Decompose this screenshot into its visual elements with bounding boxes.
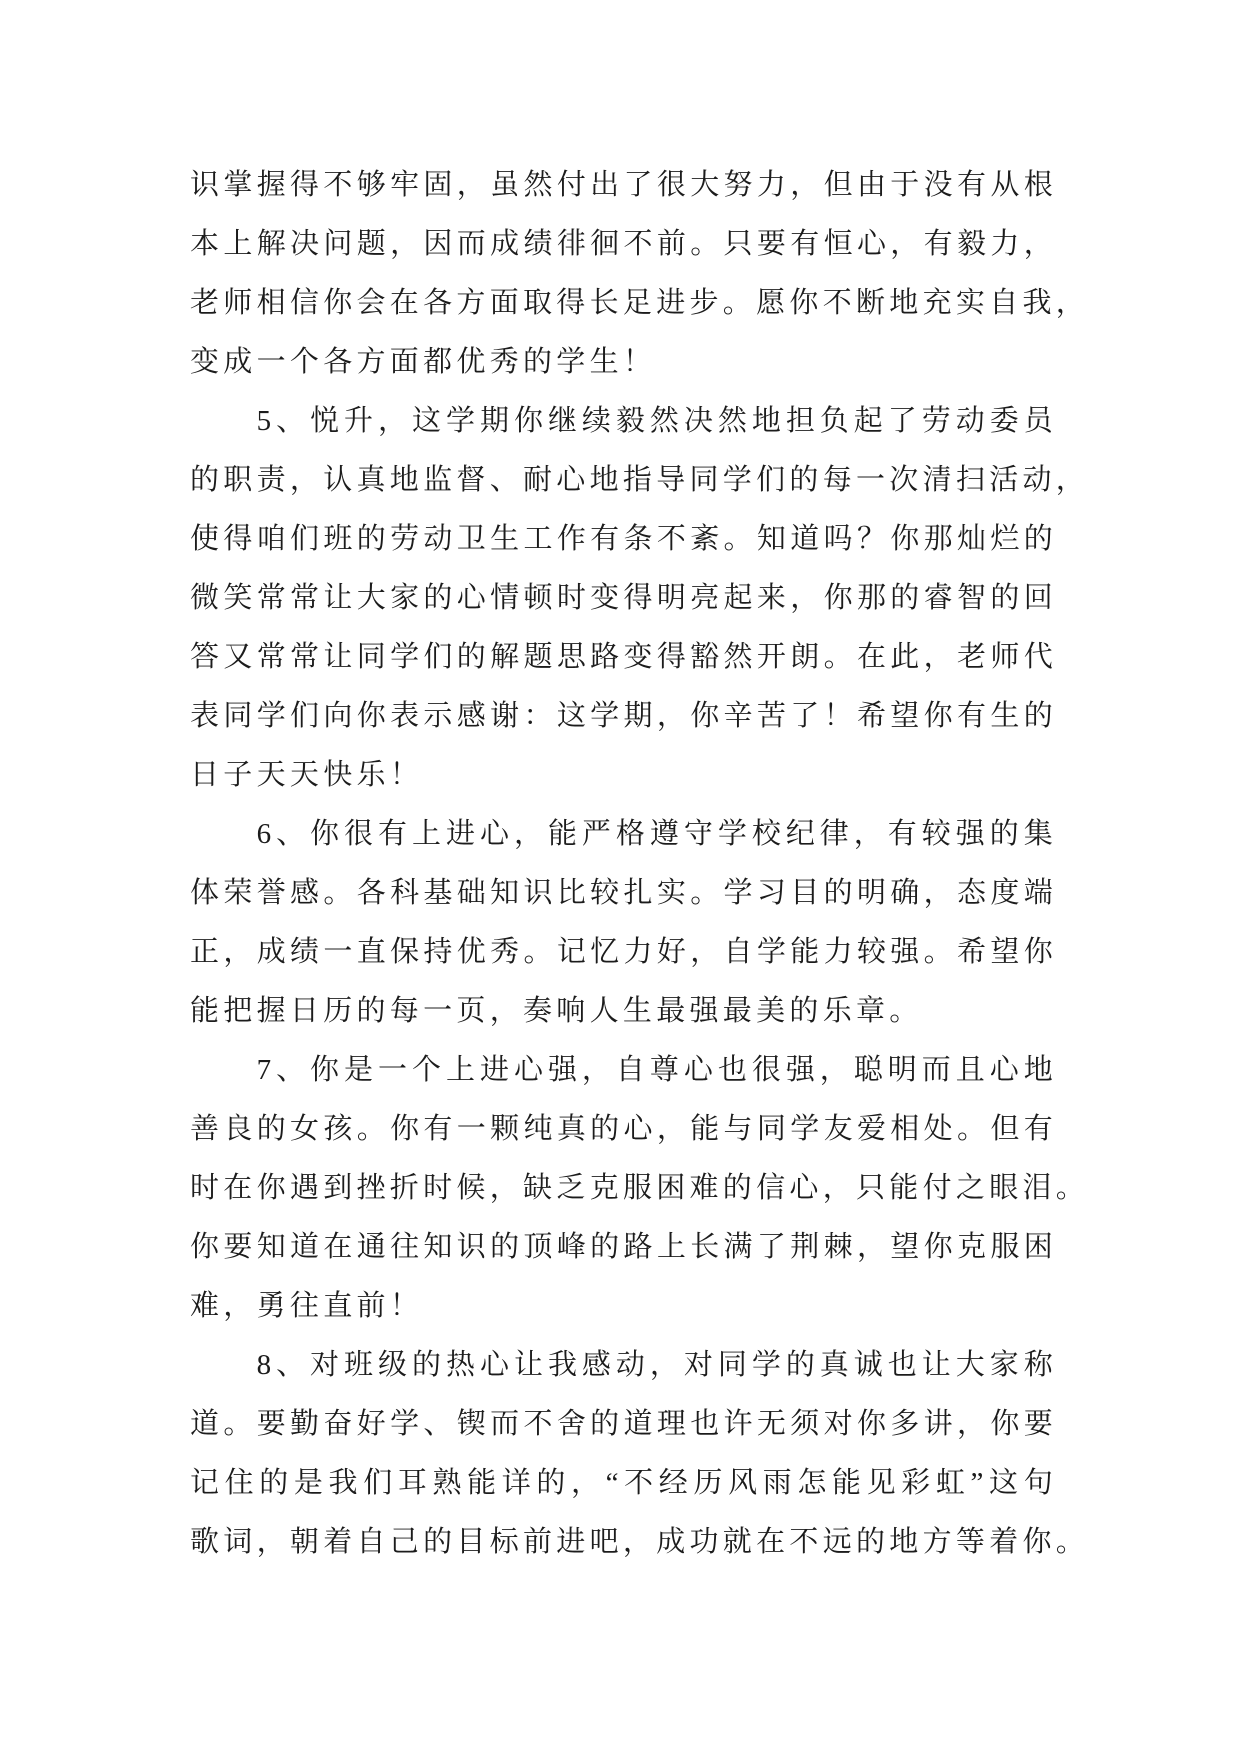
text-line: 记住的是我们耳熟能详的，“不经历风雨怎能见彩虹”这句 — [190, 1467, 1057, 1499]
text-line: 道。要勤奋好学、锲而不舍的道理也许无须对你多讲，你要 — [190, 1408, 1057, 1440]
text-line: 日子天天快乐！ — [190, 759, 424, 791]
paragraph-item-5 — [190, 392, 1090, 805]
paragraph-item-7 — [190, 1041, 1090, 1336]
paragraph-continued — [190, 156, 1090, 392]
text-line: 歌词，朝着自己的目标前进吧，成功就在不远的地方等着你。 — [190, 1526, 1090, 1558]
text-line: 变成一个各方面都优秀的学生！ — [190, 346, 657, 378]
text-line: 难，勇往直前！ — [190, 1290, 424, 1322]
text-line: 善良的女孩。你有一颗纯真的心，能与同学友爱相处。但有 — [190, 1113, 1057, 1145]
text-line: 体荣誉感。各科基础知识比较扎实。学习目的明确，态度端 — [190, 877, 1057, 909]
text-line: 6、你很有上进心，能严格遵守学校纪律，有较强的集 — [256, 818, 1057, 850]
text-line: 表同学们向你表示感谢：这学期，你辛苦了！希望你有生的 — [190, 700, 1057, 732]
paragraph-item-8 — [190, 1336, 1090, 1572]
text-line: 本上解决问题，因而成绩徘徊不前。只要有恒心，有毅力， — [190, 228, 1057, 260]
text-line: 识掌握得不够牢固，虽然付出了很大努力，但由于没有从根 — [190, 169, 1057, 201]
text-line: 8、对班级的热心让我感动，对同学的真诚也让大家称 — [256, 1349, 1057, 1381]
document-body — [190, 156, 1090, 1572]
text-line: 微笑常常让大家的心情顿时变得明亮起来，你那的睿智的回 — [190, 582, 1057, 614]
text-line: 正，成绩一直保持优秀。记忆力好，自学能力较强。希望你 — [190, 936, 1057, 968]
text-line: 时在你遇到挫折时候，缺乏克服困难的信心，只能付之眼泪。 — [190, 1172, 1090, 1204]
text-line: 答又常常让同学们的解题思路变得豁然开朗。在此，老师代 — [190, 641, 1057, 673]
text-line: 你要知道在通往知识的顶峰的路上长满了荆棘，望你克服困 — [190, 1231, 1057, 1263]
text-line: 的职责，认真地监督、耐心地指导同学们的每一次清扫活动， — [190, 464, 1090, 496]
text-line: 能把握日历的每一页，奏响人生最强最美的乐章。 — [190, 995, 923, 1027]
text-line: 使得咱们班的劳动卫生工作有条不紊。知道吗？你那灿烂的 — [190, 523, 1057, 555]
text-line: 老师相信你会在各方面取得长足进步。愿你不断地充实自我， — [190, 287, 1090, 319]
text-line: 5、悦升，这学期你继续毅然决然地担负起了劳动委员 — [256, 405, 1057, 437]
text-line: 7、你是一个上进心强，自尊心也很强，聪明而且心地 — [256, 1054, 1057, 1086]
paragraph-item-6 — [190, 805, 1057, 1041]
